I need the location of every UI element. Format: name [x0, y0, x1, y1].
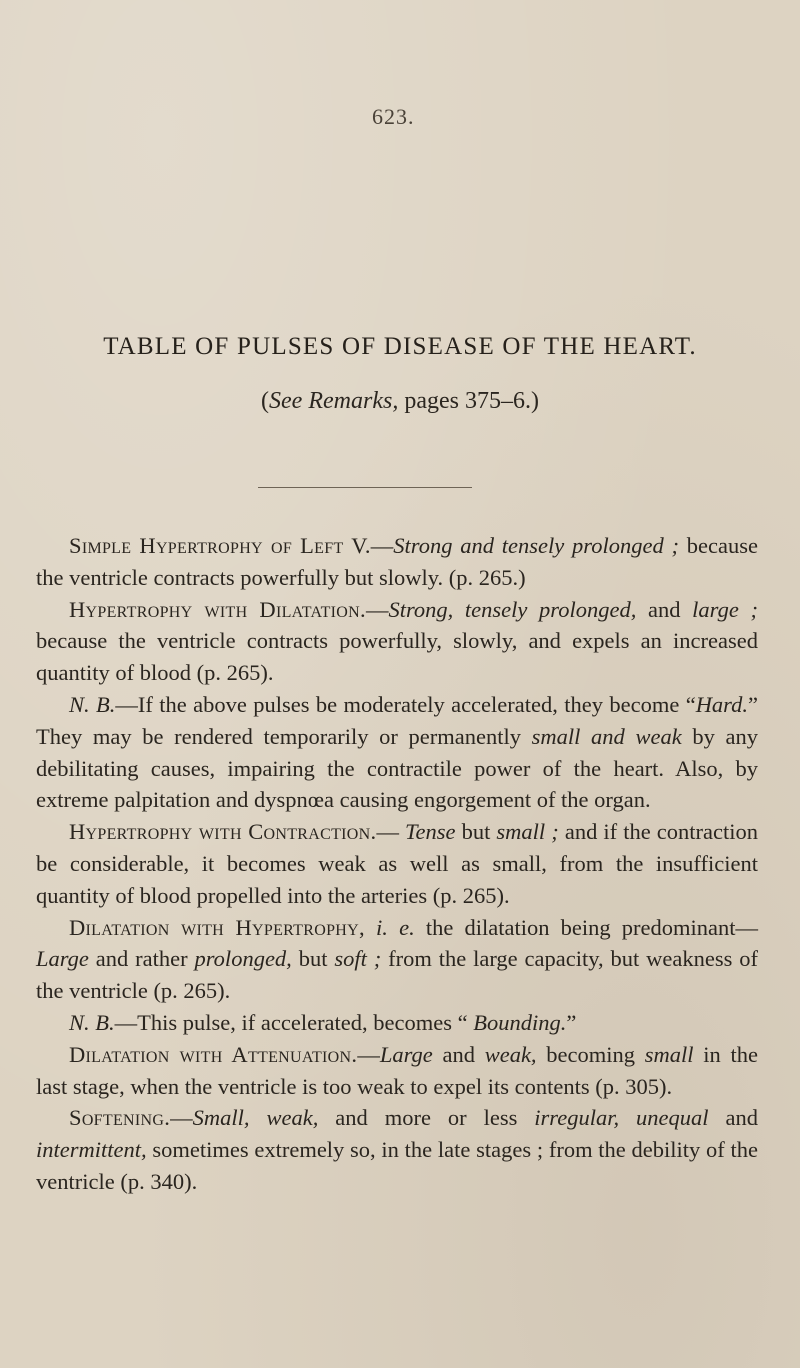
- nota-bene: N. B.: [69, 691, 116, 717]
- entry-nota-bene-1: N. B.—If the above pulses be moderately accelerated, they become “Hard.” They may be rendered temporarily or permanently small and weak by any debilitating causes, impairing the contractile power of the heart. Also, by extreme palpitation and dyspnœa causing engorgement of the organ.: [36, 691, 758, 813]
- entry-dilatation-with-attenuation: Dilatation with Attenuation.—Large and weak, becoming small in the last stage, when the ventricle is too weak to expel its contents (p. 305).: [36, 1041, 758, 1099]
- page-title: TABLE OF PULSES OF DISEASE OF THE HEART.: [103, 333, 697, 360]
- entry-hypertrophy-with-dilatation: Hypertrophy with Dilatation.—Strong, tensely prolonged, and large ; because the ventricle contracts powerfully, slowly, and expels an increased quantity of blood (p. 265).: [36, 596, 758, 686]
- page-subtitle: [0, 388, 800, 415]
- entry-heading: Simple Hypertrophy of Left V.: [69, 533, 371, 558]
- pulse-table-body: [36, 530, 758, 1198]
- entry-heading: Dilatation with Attenuation.: [69, 1041, 358, 1067]
- subtitle-open-paren: (: [261, 388, 270, 414]
- entry-heading: Dilatation with Hypertrophy,: [69, 914, 365, 940]
- subtitle-pages: pages 375–6.): [398, 388, 539, 414]
- divider-rule: [258, 487, 472, 488]
- entry-heading: Hypertrophy with Contraction.: [69, 819, 377, 845]
- entry-dilatation-with-hypertrophy: Dilatation with Hypertrophy, i. e. the dilatation being predominant—Large and rather prolonged, but soft ; from the large capacity, but weakness of the ventricle (p. 265).: [36, 914, 758, 1004]
- subtitle-see-remarks: See Remarks,: [269, 388, 399, 414]
- entry-nota-bene-2: N. B.—This pulse, if accelerated, becomes “ Bounding.”: [69, 1009, 577, 1035]
- nota-bene: N. B.: [69, 1009, 115, 1035]
- entry-hypertrophy-with-contraction: Hypertrophy with Contraction.— Tense but small ; and if the contraction be considerable, it becomes weak as well as small, from the insufficient quantity of blood propelled into the arteries (p. 265).: [36, 819, 759, 908]
- entry-softening: Softening.—Small, weak, and more or less irregular, unequal and intermittent, sometimes extremely so, in the late stages ; from the debility of the ventricle (p. 340).: [36, 1105, 758, 1194]
- entry-simple-hypertrophy: Simple Hypertrophy of Left V.—Strong and tensely prolonged ; because the ventricle contracts powerfully but slowly. (p. 265.): [36, 533, 759, 590]
- page-number: 623.: [372, 104, 415, 129]
- entry-heading: Softening.: [69, 1105, 171, 1131]
- entry-heading: Hypertrophy with Dilatation.: [69, 596, 366, 622]
